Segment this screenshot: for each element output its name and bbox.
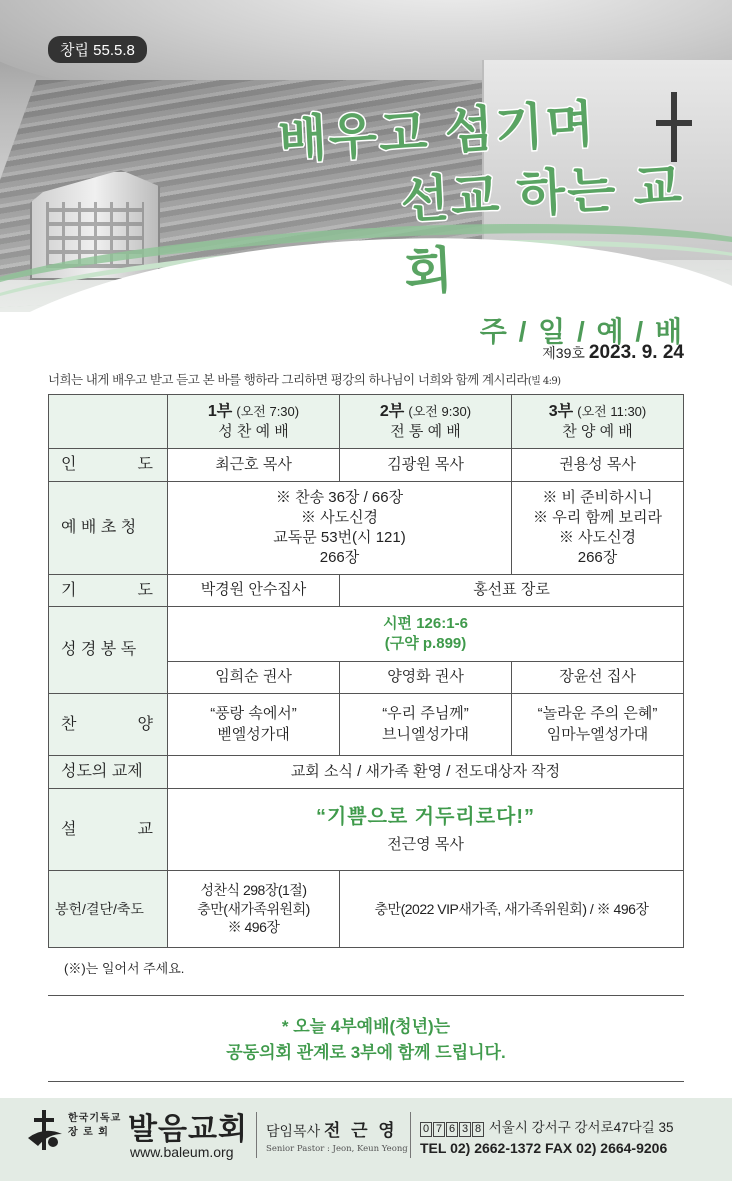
prayer-row bbox=[49, 575, 684, 607]
service-1-number: 1부 bbox=[207, 402, 233, 420]
invocation-service-3: ※ 비 준비하시니 ※ 우리 함께 보리라 ※ 사도신경 266장 bbox=[512, 482, 684, 575]
service-3-header bbox=[512, 395, 684, 449]
prayer-services-2-3: 홍선표 장로 bbox=[340, 575, 684, 607]
praise-service-2: “우리 주님께” 브니엘성가대 bbox=[340, 694, 512, 756]
reader-service-2: 양영화 권사 bbox=[340, 662, 512, 694]
invocation-row bbox=[49, 482, 684, 575]
offering-service-1: 성찬식 298장(1절) 충만(새가족위원회) ※ 496장 bbox=[168, 871, 340, 948]
issue-number: 제39호 bbox=[542, 345, 585, 361]
bulletin-date: 2023. 9. 24 bbox=[588, 342, 684, 363]
service-3-name: 찬 양 예 배 bbox=[562, 423, 633, 441]
service-2-time: (오전 9:30) bbox=[408, 403, 472, 419]
invocation-label: 예 배 초 청 bbox=[49, 482, 168, 575]
scripture-verse bbox=[48, 370, 560, 388]
pastor-label: 담임목사 bbox=[266, 1123, 321, 1139]
service-2-number: 2부 bbox=[379, 402, 405, 420]
leader-service-1: 최근호 목사 bbox=[168, 449, 340, 482]
sermon-row bbox=[49, 789, 684, 871]
announcement bbox=[0, 1014, 732, 1066]
praise-row bbox=[49, 694, 684, 756]
leader-service-2: 김광원 목사 bbox=[340, 449, 512, 482]
announcement-line-1: * 오늘 4부예배(청년)는 bbox=[281, 1017, 451, 1036]
divider-top bbox=[48, 995, 684, 996]
header-empty-cell bbox=[49, 395, 168, 449]
phone-fax: TEL 02) 2662-1372 FAX 02) 2664-9206 bbox=[420, 1140, 668, 1156]
scripture-reference: 시편 126:1-6 bbox=[383, 614, 468, 632]
slogan-line-2: 선교 하는 교회 bbox=[399, 157, 685, 301]
fellowship-label: 성도의 교제 bbox=[49, 756, 168, 789]
senior-pastor bbox=[266, 1116, 398, 1141]
offering-services-2-3: 충만(2022 VIP새가족, 새가족위원회) / ※ 496장 bbox=[340, 871, 684, 948]
service-1-name: 성 찬 예 배 bbox=[218, 423, 289, 441]
worship-title: 주 / 일 / 예 / 배 bbox=[479, 316, 684, 347]
service-1-header bbox=[168, 395, 340, 449]
pastor-english: Senior Pastor : Jeon, Keun Yeong bbox=[266, 1144, 408, 1154]
scripture-page: (구약 p.899) bbox=[384, 635, 467, 652]
reader-service-3: 장윤선 집사 bbox=[512, 662, 684, 694]
denomination: 한국기독교 장 로 회 bbox=[68, 1113, 122, 1138]
scripture-passage bbox=[168, 607, 684, 662]
sermon-label: 설 교 bbox=[49, 789, 168, 871]
founded-badge: 창립 55.5.8 bbox=[48, 36, 147, 63]
announcement-line-2: 공동의회 관계로 3부에 함께 드립니다. bbox=[226, 1043, 506, 1062]
zip-digit: 3 bbox=[459, 1122, 471, 1137]
leader-service-3: 권용성 목사 bbox=[512, 449, 684, 482]
zip-digit: 8 bbox=[472, 1122, 484, 1137]
footer-divider-2 bbox=[410, 1112, 411, 1158]
sermon-content bbox=[168, 789, 684, 871]
scripture-label: 성 경 봉 독 bbox=[49, 607, 168, 694]
church-name: 발음교회 bbox=[128, 1113, 248, 1146]
sermon-preacher: 전근영 목사 bbox=[387, 835, 464, 853]
standing-note: (※)는 일어서 주세요. bbox=[64, 961, 185, 976]
fellowship-content: 교회 소식 / 새가족 환영 / 전도대상자 작정 bbox=[168, 756, 684, 789]
address bbox=[420, 1116, 674, 1137]
service-3-time: (오전 11:30) bbox=[577, 403, 647, 419]
issue-info bbox=[542, 342, 684, 364]
prayer-service-1: 박경원 안수집사 bbox=[168, 575, 340, 607]
zip-digit: 7 bbox=[433, 1122, 445, 1137]
street-address: 서울시 강서구 강서로47다길 35 bbox=[488, 1120, 674, 1135]
divider-bottom bbox=[48, 1081, 684, 1082]
cross-icon-bar bbox=[656, 120, 692, 126]
zip-digit: 0 bbox=[420, 1122, 432, 1137]
praise-label: 찬 양 bbox=[49, 694, 168, 756]
verse-reference: (빌 4:9) bbox=[527, 376, 561, 387]
service-3-number: 3부 bbox=[548, 402, 574, 420]
praise-service-3: “놀라운 주의 은혜” 임마누엘성가대 bbox=[512, 694, 684, 756]
order-of-worship-table bbox=[48, 394, 684, 948]
fellowship-row bbox=[49, 756, 684, 789]
offering-row bbox=[49, 871, 684, 948]
slogan-line-1: 배우고 섬기며 bbox=[276, 95, 598, 169]
leader-row bbox=[49, 449, 684, 482]
sermon-title: “기쁨으로 거두리로다!” bbox=[315, 805, 536, 828]
reader-service-1: 임희순 권사 bbox=[168, 662, 340, 694]
service-2-header bbox=[340, 395, 512, 449]
church-logo-icon bbox=[26, 1108, 64, 1152]
leader-label: 인 도 bbox=[49, 449, 168, 482]
service-2-name: 전 통 예 배 bbox=[390, 423, 461, 441]
pastor-name: 전 근 영 bbox=[324, 1121, 398, 1140]
scripture-passage-row bbox=[49, 607, 684, 662]
service-1-time: (오전 7:30) bbox=[236, 403, 300, 419]
table-header-row bbox=[49, 395, 684, 449]
website-link[interactable]: www.baleum.org bbox=[130, 1144, 234, 1160]
prayer-label: 기 도 bbox=[49, 575, 168, 607]
invocation-services-1-2: ※ 찬송 36장 / 66장 ※ 사도신경 교독문 53번(시 121) 266장 bbox=[168, 482, 512, 575]
offering-label: 봉헌/결단/축도 bbox=[49, 871, 168, 948]
zip-digit: 6 bbox=[446, 1122, 458, 1137]
footer-divider-1 bbox=[256, 1112, 257, 1158]
verse-text: 너희는 내게 배우고 받고 듣고 본 바를 행하라 그리하면 평강의 하나님이 너희와 함께 계시리라 bbox=[48, 372, 528, 387]
praise-service-1: “풍랑 속에서” 벧엘성가대 bbox=[168, 694, 340, 756]
footer bbox=[0, 1098, 732, 1181]
